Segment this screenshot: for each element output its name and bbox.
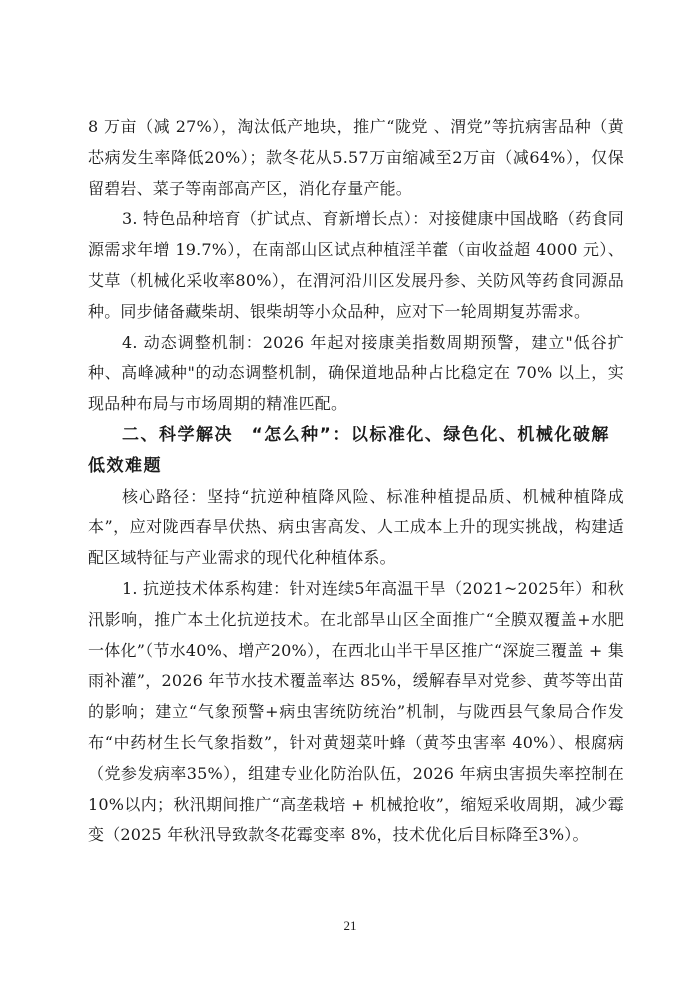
paragraph-dynamic-adjustment: 4. 动态调整机制：2026 年起对接康美指数周期预警，建立"低谷扩种、高峰减种"的动态调整机制，确保道地品种占比稳定在 70% 以上，实现品种布局与市场周期的精准匹配。 [88,332,624,414]
page-content [88,112,624,851]
paragraph-variety-cultivation: 3. 特色品种培育（扩试点、育新增长点）：对接健康中国战略（药食同源需求年增 19.7%），在南部山区试点种植淫羊藿（亩收益超 4000 元）、艾草（机械化采收率80%），在渭河沿川区发展丹参、关防风等药食同源品种。同步储备藏柴胡、银柴胡等小众品种，应对下一轮周期复苏需求。 [88,209,624,321]
paragraph-continued: 8 万亩（减 27%），淘汰低产地块，推广“陇党 、渭党”等抗病害品种（黄芯病发生率降低20%）；款冬花从5.57万亩缩减至2万亩（减64%），仅保留碧岩、菜子等南部高产区，消化存量产能。 [88,117,624,198]
page-number: 21 [343,918,357,933]
paragraph-resilience-system: 1. 抗逆技术体系构建：针对连续5年高温干旱（2021~2025年）和秋汛影响，推广本土化抗逆技术。在北部旱山区全面推广“全膜双覆盖+水肥一体化”（节水40%、增产20%），在西北山半干旱区推广“深旋三覆盖 + 集雨补灌”，2026 年节水技术覆盖率达 85%，缓解春旱对党参、黄芩等出苗的影响；建立“气象预警+病虫害统防统治”机制，与陇西县气象局合作发布“中药材生长气象指数”，针对黄翅菜叶蜂（黄芩虫害率 40%）、根腐病（党参发病率35%），组建专业化防治队伍，2026 年病虫害损失率控制在10%以内；秋汛期间推广“高垄栽培 + 机械抢收”，缩短采收周期，减少霉变（2025 年秋汛导致款冬花霉变率 8%，技术优化后目标降至3%）。 [88,578,624,845]
paragraph-core-path: 核心路径：坚持“抗逆种植降风险、标准种植提品质、机械种植降成本”，应对陇西春旱伏热、病虫害高发、人工成本上升的现实挑战，构建适配区域特征与产业需求的现代化种植体系。 [88,486,624,568]
section-heading: 二、科学解决 “怎么种”：以标准化、绿色化、机械化破解低效难题 [88,424,610,476]
